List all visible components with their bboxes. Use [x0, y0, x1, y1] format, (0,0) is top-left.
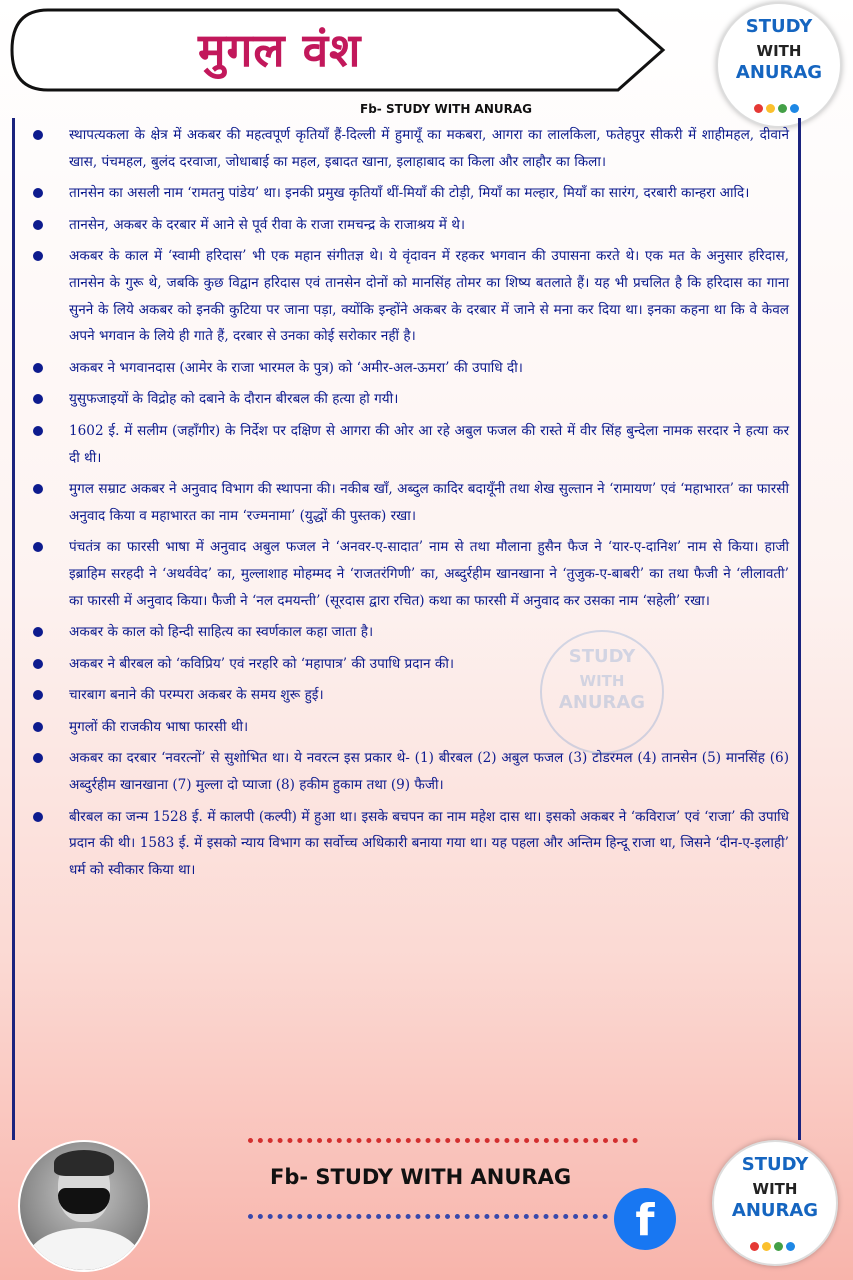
fb-page-label: Fb- STUDY WITH ANURAG [360, 102, 533, 116]
list-item: अकबर ने बीरबल को ‘कविप्रिय’ एवं नरहरि को ‘महापात्र’ की उपाधि प्रदान की। [29, 651, 789, 678]
watermark-line-1: STUDY [568, 646, 636, 667]
list-item: तानसेन का असली नाम ‘रामतनु पांडेय’ था। इनकी प्रमुख कृतियाँ थीं-मियाँ की टोड़ी, मियाँ का मल्हार, मियाँ का सारंग, दरबारी कान्हरा आदि। [29, 180, 789, 207]
logo-line-3: ANURAG [731, 1200, 819, 1221]
avatar [18, 1140, 150, 1272]
brand-logo-bottom [712, 1140, 838, 1266]
fb-page-label-footer: Fb- STUDY WITH ANURAG [270, 1165, 572, 1189]
logo-dots-icon [750, 1236, 800, 1250]
logo-dots-icon [754, 98, 804, 112]
divider-dotted-top [248, 1138, 638, 1143]
list-item: 1602 ई. में सलीम (जहाँगीर) के निर्देश पर दक्षिण से आगरा की ओर आ रहे अबुल फजल की रास्ते में वीर सिंह बुन्देला नामक सरदार ने हत्या कर दी थी। [29, 418, 789, 471]
title-banner [8, 6, 668, 94]
list-item: स्थापत्यकला के क्षेत्र में अकबर की महत्वपूर्ण कृतियाँ हैं-दिल्ली में हुमायूँ का मकबरा, आगरा का लालकिला, फतेहपुर सीकरी में शाहीमहल, दीवाने खास, पंचमहल, बुलंद दरवाजा, जोधाबाई का महल, इबादत खाना, इलाहाबाद का किला और लाहौर का किला। [29, 122, 789, 175]
divider-dotted-bottom [248, 1214, 608, 1219]
list-item: तानसेन, अकबर के दरबार में आने से पूर्व रीवा के राजा रामचन्द्र के राजाश्रय में थे। [29, 212, 789, 239]
content-panel [12, 118, 801, 1140]
list-item: अकबर ने भगवानदास (आमेर के राजा भारमल के पुत्र) को ‘अमीर-अल-ऊमरा’ की उपाधि दी। [29, 355, 789, 382]
list-item: चारबाग बनाने की परम्परा अकबर के समय शुरू हुई। [29, 682, 789, 709]
facts-list [29, 122, 789, 888]
page-title: मुगल वंश [198, 23, 362, 77]
logo-line-1: STUDY [741, 1154, 809, 1175]
logo-watermark [540, 630, 664, 754]
list-item: अकबर का दरबार ‘नवरत्नों’ से सुशोभित था। ये नवरत्न इस प्रकार थे- (1) बीरबल (2) अबुल फजल (3) टोडरमल (4) तानसेन (5) मानसिंह (6) अब्दुर्रहीम खानखाना (7) मुल्ला दो प्याजा (8) हकीम हुकाम तथा (9) फैजी। [29, 745, 789, 798]
list-item: अकबर के काल को हिन्दी साहित्य का स्वर्णकाल कहा जाता है। [29, 619, 789, 646]
list-item: अकबर के काल में ‘स्वामी हरिदास’ भी एक महान संगीतज्ञ थे। ये वृंदावन में रहकर भगवान की उपासना करते थे। एक मत के अनुसार हरिदास, तानसेन के गुरू थे, जबकि कुछ विद्वान हरिदास एवं तानसेन दोनों को मानसिंह तोमर का शिष्य बतलाते हैं। यह भी प्रचलित है कि हरिदास का गाना सुनने के लिये अकबर को इनकी कुटिया पर जाना पड़ा, क्योंकि इन्होंने अकबर के दरबार में जाने से मना कर दिया था। इनका कहना था कि वे केवल अपने भगवान के लिये ही गाते हैं, दरबार से उनका कोई सरोकार नहीं है। [29, 243, 789, 349]
list-item: बीरबल का जन्म 1528 ई. में कालपी (कल्पी) में हुआ था। इसके बचपन का नाम महेश दास था। इसको अकबर ने ‘कविराज’ एवं ‘राजा’ की उपाधि प्रदान की थी। 1583 ई. में इसको न्याय विभाग का सर्वोच्च अधिकारी बनाया गया था। यह पहला और अन्तिम हिन्दू राजा था, जिसने ‘दीन-ए-इलाही’ धर्म को स्वीकार किया था। [29, 804, 789, 884]
logo-line-2: WITH [756, 42, 802, 60]
logo-line-3: ANURAG [735, 62, 823, 83]
facebook-icon[interactable]: f [614, 1188, 676, 1250]
brand-logo-top [716, 2, 842, 128]
list-item: युसुफजाइयों के विद्रोह को दबाने के दौरान बीरबल की हत्या हो गयी। [29, 386, 789, 413]
watermark-line-2: WITH [579, 672, 625, 690]
list-item: मुगलों की राजकीय भाषा फारसी थी। [29, 714, 789, 741]
logo-line-2: WITH [752, 1180, 798, 1198]
watermark-line-3: ANURAG [558, 692, 646, 713]
logo-line-1: STUDY [745, 16, 813, 37]
list-item: पंचतंत्र का फारसी भाषा में अनुवाद अबुल फजल ने ‘अनवर-ए-सादात’ नाम से तथा मौलाना हुसैन फैज ने ‘यार-ए-दानिश’ नाम से किया। हाजी इब्राहिम सरहदी ने ‘अथर्ववेद’ का, मुल्लाशाह मोहम्मद ने ‘राजतरंगिणी’ का, अब्दुर्रहीम खानखाना ने ‘तुजुक-ए-बाबरी’ का तथा फैजी ने ‘लीलावती’ का फारसी में अनुवाद किया। फैजी ने ‘नल दमयन्ती’ (सूरदास द्वारा रचित) कथा का फारसी में अनुवाद कर उसका नाम ‘सहेली’ रखा। [29, 534, 789, 614]
list-item: मुगल सम्राट अकबर ने अनुवाद विभाग की स्थापना की। नकीब खाँ, अब्दुल कादिर बदायूँनी तथा शेख सुल्तान ने ‘रामायण’ एवं ‘महाभारत’ का फारसी अनुवाद किया व महाभारत का नाम ‘रज्मनामा’ (युद्धों की पुस्तक) रखा। [29, 476, 789, 529]
